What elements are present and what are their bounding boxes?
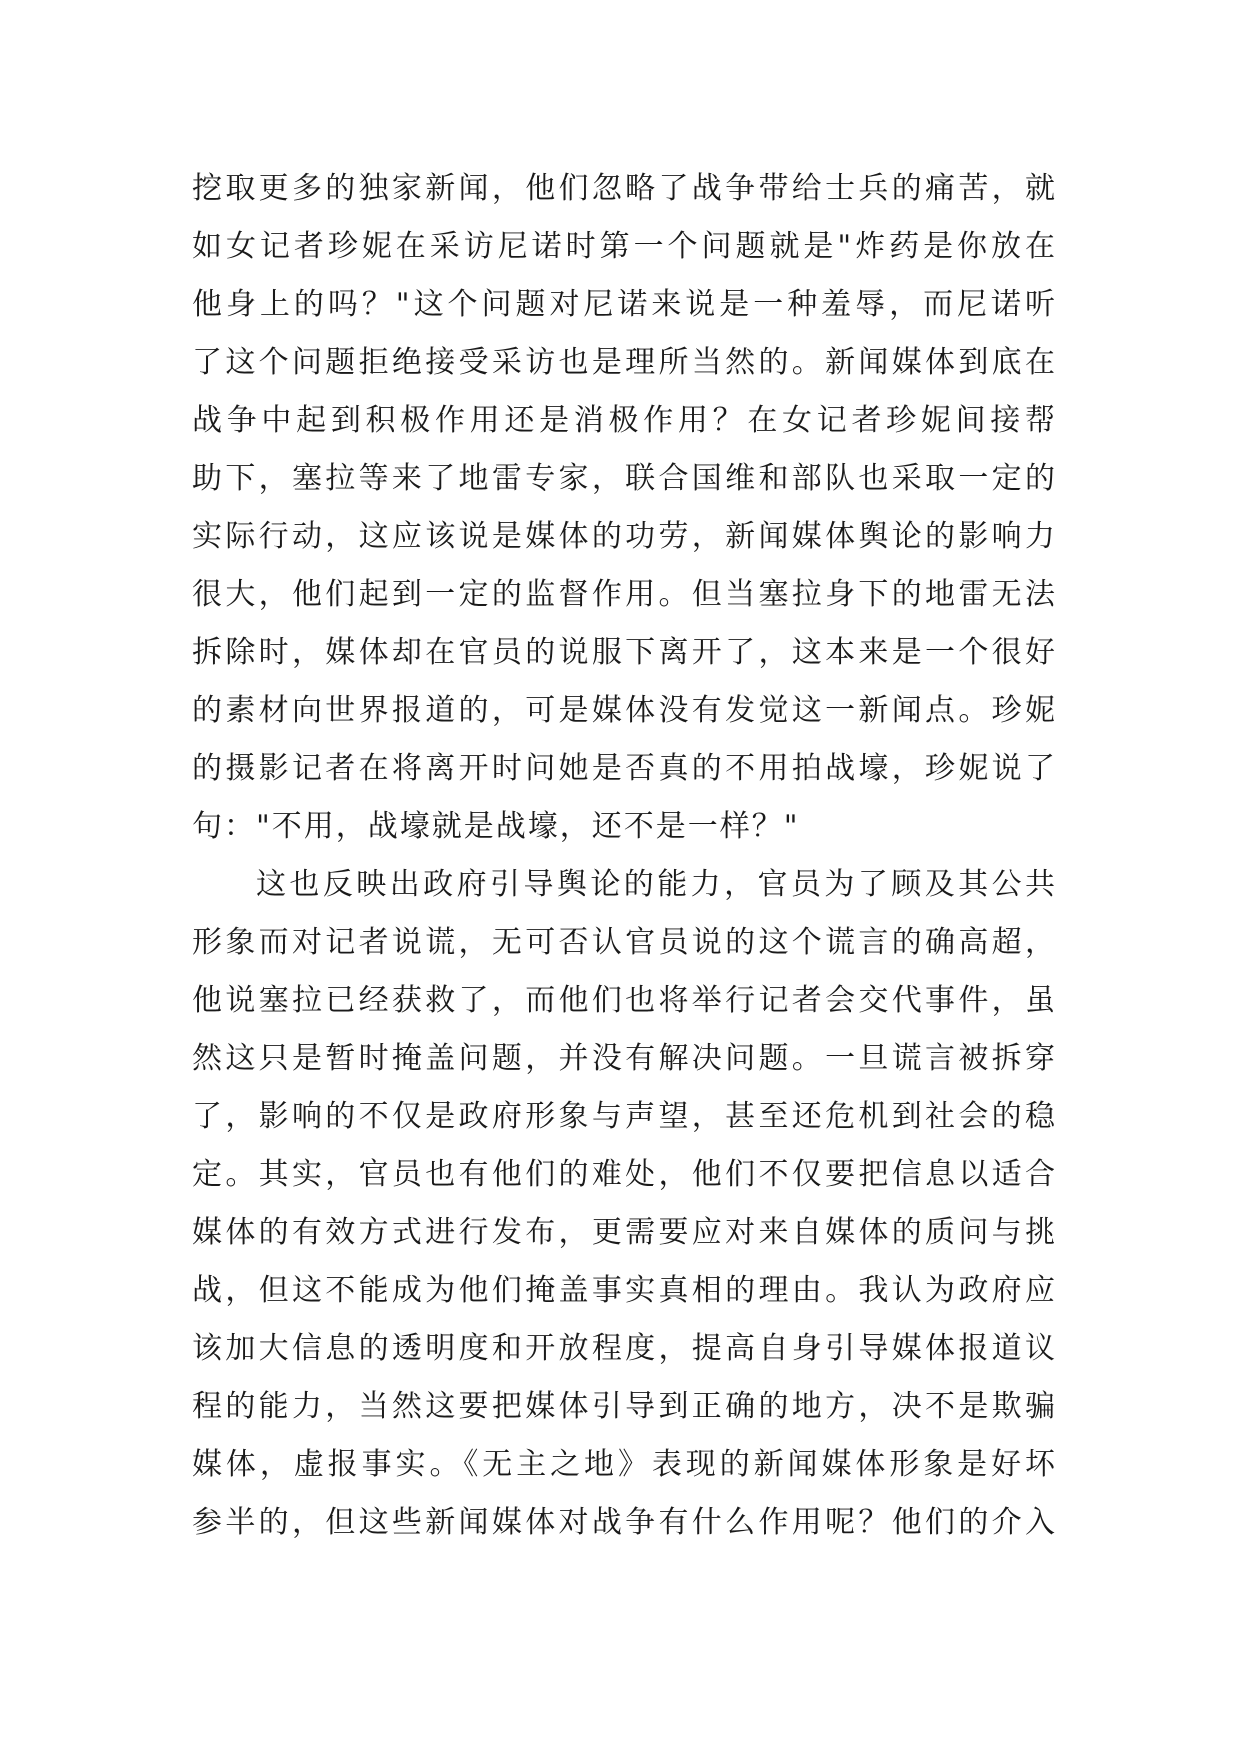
text-line: 他说塞拉已经获救了，而他们也将举行记者会交代事件，虽 — [192, 983, 1057, 1018]
text-line: 战争中起到积极作用还是消极作用？在女记者珍妮间接帮 — [192, 403, 1057, 438]
text-line: 的素材向世界报道的，可是媒体没有发觉这一新闻点。珍妮 — [192, 693, 1057, 728]
text-line: 他身上的吗？"这个问题对尼诺来说是一种羞辱，而尼诺听 — [192, 287, 1057, 322]
text-line: 实际行动，这应该说是媒体的功劳，新闻媒体舆论的影响力 — [192, 519, 1057, 554]
text-line: 媒体，虚报事实。《无主之地》表现的新闻媒体形象是好坏 — [192, 1447, 1057, 1482]
text-line: 然这只是暂时掩盖问题，并没有解决问题。一旦谎言被拆穿 — [192, 1041, 1057, 1076]
text-line: 了这个问题拒绝接受采访也是理所当然的。新闻媒体到底在 — [192, 345, 1057, 380]
paragraph-2 — [192, 856, 1057, 1552]
text-line: 参半的，但这些新闻媒体对战争有什么作用呢？他们的介入 — [192, 1505, 1057, 1540]
text-line: 挖取更多的独家新闻，他们忽略了战争带给士兵的痛苦，就 — [192, 171, 1057, 206]
text-line: 很大，他们起到一定的监督作用。但当塞拉身下的地雷无法 — [192, 577, 1057, 612]
text-line: 助下，塞拉等来了地雷专家，联合国维和部队也采取一定的 — [192, 461, 1057, 496]
text-line: 形象而对记者说谎，无可否认官员说的这个谎言的确高超， — [192, 925, 1057, 960]
text-line: 程的能力，当然这要把媒体引导到正确的地方，决不是欺骗 — [192, 1389, 1057, 1424]
text-line: 的摄影记者在将离开时问她是否真的不用拍战壕，珍妮说了 — [192, 751, 1057, 786]
text-line: 拆除时，媒体却在官员的说服下离开了，这本来是一个很好 — [192, 635, 1057, 670]
paragraph-1 — [192, 160, 1057, 856]
text-line: 了，影响的不仅是政府形象与声望，甚至还危机到社会的稳 — [192, 1099, 1057, 1134]
text-line: 如女记者珍妮在采访尼诺时第一个问题就是"炸药是你放在 — [192, 229, 1057, 264]
text-line: 该加大信息的透明度和开放程度，提高自身引导媒体报道议 — [192, 1331, 1057, 1366]
text-line: 媒体的有效方式进行发布，更需要应对来自媒体的质问与挑 — [192, 1215, 1057, 1250]
text-line: 这也反映出政府引导舆论的能力，官员为了顾及其公共 — [256, 867, 1057, 902]
body-text — [192, 160, 1057, 1552]
text-line: 战，但这不能成为他们掩盖事实真相的理由。我认为政府应 — [192, 1273, 1057, 1308]
text-line: 定。其实，官员也有他们的难处，他们不仅要把信息以适合 — [192, 1157, 1057, 1192]
text-line: 句："不用，战壕就是战壕，还不是一样？" — [192, 809, 800, 844]
